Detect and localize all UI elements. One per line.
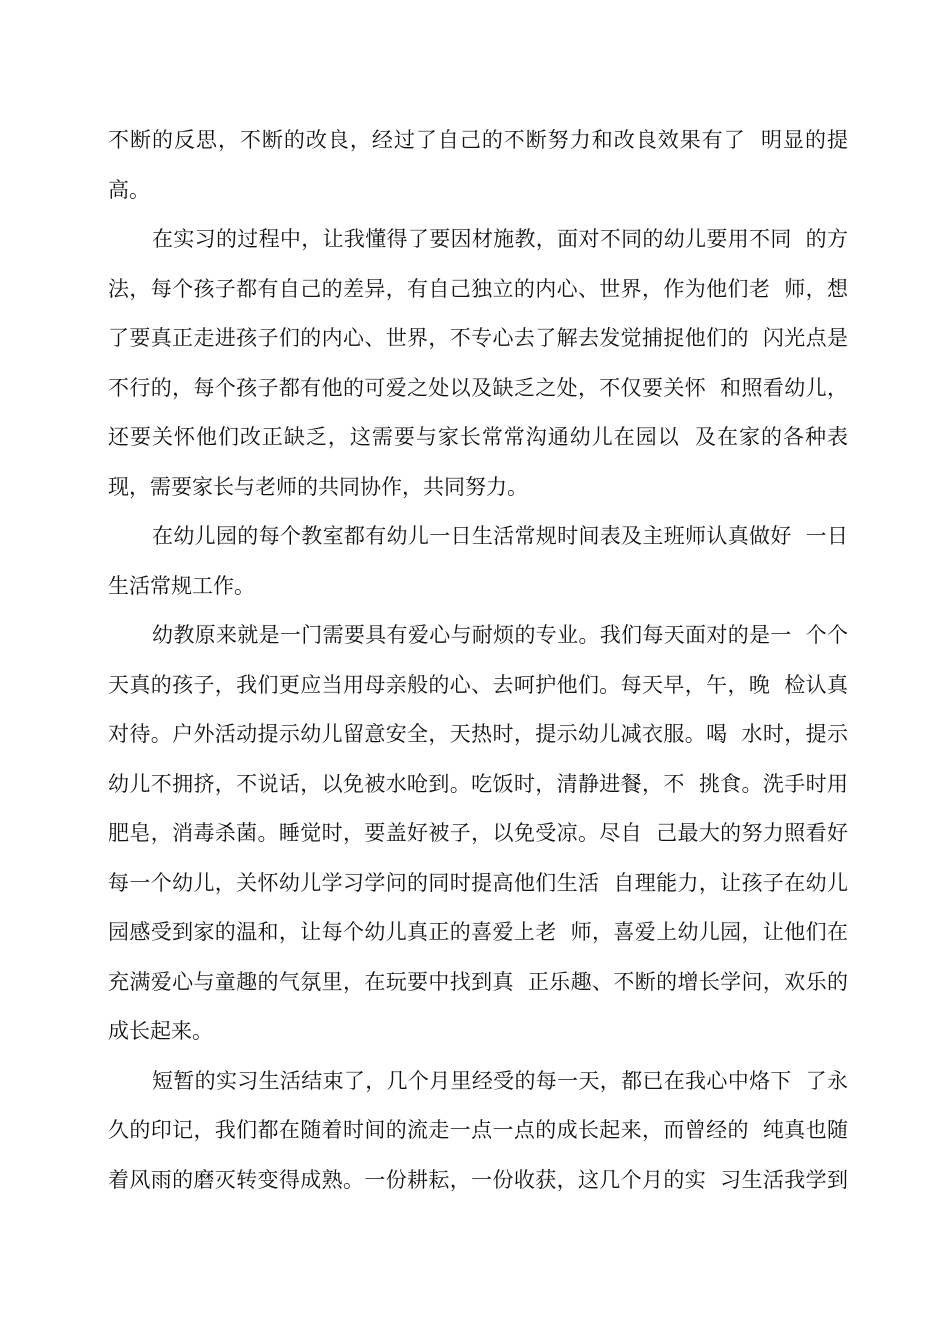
paragraph-line: 幼儿不拥挤，不说话，以免被水呛到。吃饭时，清静进餐，不 挑食。洗手时用	[108, 771, 848, 796]
paragraph	[108, 116, 848, 215]
paragraph	[108, 512, 848, 611]
paragraph-line: 着风雨的磨灭转变得成熟。一份耕耘，一份收获，这几个月的实 习生活我学到	[108, 1167, 848, 1192]
paragraph-line: 幼教原来就是一门需要具有爱心与耐烦的专业。我们每天面对的是一 个个	[152, 623, 848, 647]
paragraph-line: 高。	[108, 177, 150, 202]
paragraph-line: 生活常规工作。	[108, 573, 255, 598]
paragraph-line: 法，每个孩子都有自己的差异，有自己独立的内心、世界，作为他们老 师，想	[108, 276, 848, 301]
paragraph-line: 现，需要家长与老师的共同协作，共同努力。	[108, 474, 528, 499]
paragraph-line: 不行的，每个孩子都有他的可爱之处以及缺乏之处，不仅要关怀 和照看幼儿，	[108, 375, 848, 400]
body-text	[108, 116, 848, 1205]
paragraph-line: 天真的孩子，我们更应当用母亲般的心、去呵护他们。每天早，午，晚 检认真	[108, 672, 848, 697]
paragraph-line: 了要真正走进孩子们的内心、世界，不专心去了解去发觉捕捉他们的 闪光点是	[108, 326, 848, 350]
paragraph-line: 不断的反思，不断的改良，经过了自己的不断努力和改良效果有了 明显的提	[108, 128, 848, 152]
paragraph-line: 对待。户外活动提示幼儿留意安全，天热时，提示幼儿减衣服。喝 水时，提示	[108, 722, 848, 746]
paragraph-line: 每一个幼儿，关怀幼儿学习学问的同时提高他们生活 自理能力，让孩子在幼儿	[108, 870, 848, 895]
paragraph-line: 充满爱心与童趣的气氛里，在玩要中找到真 正乐趣、不断的增长学问，欢乐的	[108, 969, 848, 994]
paragraph-line: 还要关怀他们改正缺乏，这需要与家长常常沟通幼儿在园以 及在家的各种表	[108, 425, 848, 449]
paragraph-line: 园感受到家的温和，让每个幼儿真正的喜爱上老 师，喜爱上幼儿园，让他们在	[108, 920, 848, 944]
paragraph	[108, 1057, 848, 1206]
paragraph-line: 肥皂，消毒杀菌。睡觉时，要盖好被子，以免受凉。尽自 己最大的努力照看好	[108, 821, 848, 845]
paragraph	[108, 611, 848, 1057]
paragraph-line: 在实习的过程中，让我懂得了要因材施教，面对不同的幼儿要用不同 的方	[152, 227, 848, 251]
paragraph-line: 在幼儿园的每个教室都有幼儿一日生活常规时间表及主班师认真做好 一日	[152, 524, 848, 548]
paragraph-line: 成长起来。	[108, 1019, 213, 1043]
paragraph-line: 久的印记，我们都在随着时间的流走一点一点的成长起来，而曾经的 纯真也随	[108, 1118, 848, 1142]
paragraph	[108, 215, 848, 512]
paragraph-line: 短暂的实习生活结束了，几个月里经受的每一天，都已在我心中烙下 了永	[152, 1068, 848, 1093]
